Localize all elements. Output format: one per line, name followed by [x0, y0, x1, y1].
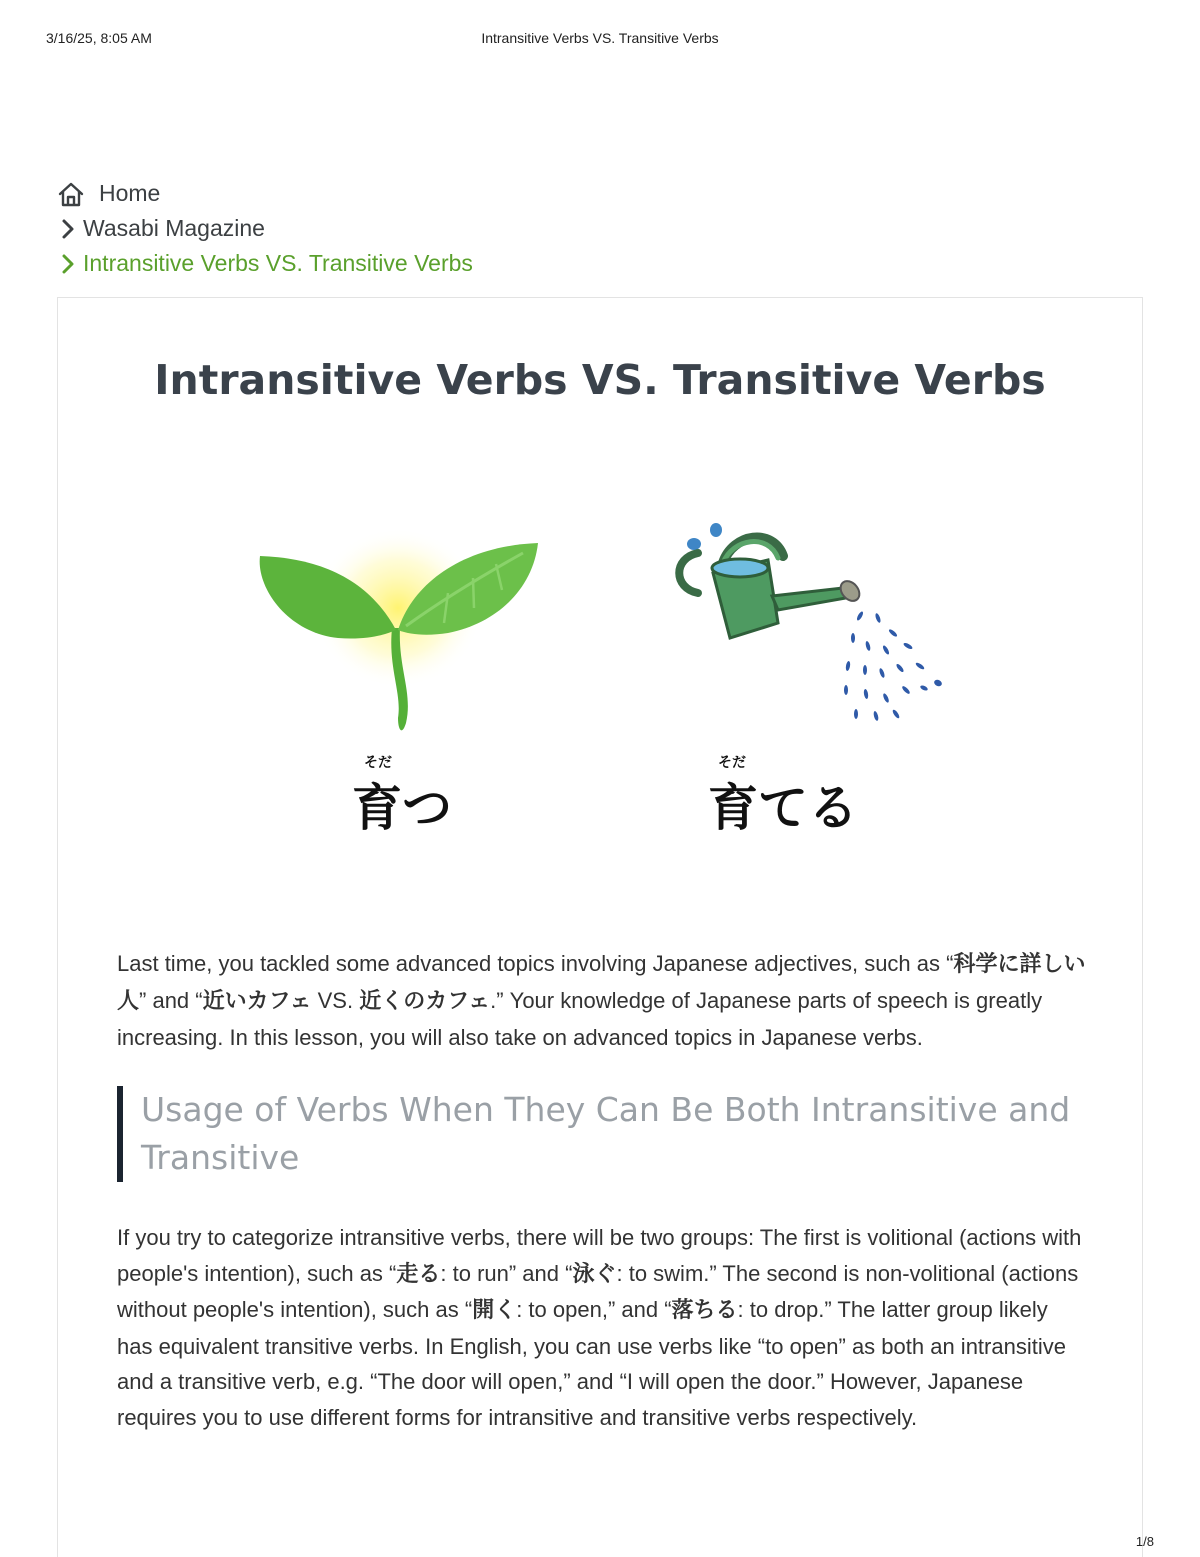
- chevron-right-icon: [57, 253, 77, 275]
- left-verb-label: 育つ: [352, 779, 452, 837]
- home-icon: [57, 181, 85, 207]
- jp-phrase: 科学に詳しい人: [117, 952, 1086, 1014]
- intro-text-1: Last time, you tackled some advanced topics involving Japanese adjectives, such as “: [117, 951, 954, 976]
- breadcrumb-magazine-label: Wasabi Magazine: [83, 215, 265, 241]
- article-title: Intransitive Verbs VS. Transitive Verbs: [154, 356, 1046, 404]
- page-number: 1/8: [1135, 1534, 1154, 1549]
- breadcrumb-current[interactable]: [57, 246, 473, 281]
- breadcrumb-home-label: Home: [99, 180, 161, 206]
- section-heading: Usage of Verbs When They Can Be Both Intransitive and Transitive: [117, 1086, 1101, 1182]
- breadcrumb: [57, 176, 473, 281]
- body-text-4: : to open,” and “: [516, 1297, 672, 1322]
- print-title: Intransitive Verbs VS. Transitive Verbs: [481, 30, 719, 46]
- breadcrumb-magazine[interactable]: [57, 211, 473, 246]
- intro-text-2: ” and “: [139, 988, 203, 1013]
- jp-phrase: 近いカフェ: [202, 989, 312, 1014]
- intro-paragraph: [117, 946, 1087, 1056]
- jp-verb: 泳ぐ: [572, 1261, 617, 1287]
- right-verb-label: 育てる: [708, 779, 858, 837]
- chevron-right-icon: [57, 218, 77, 240]
- jp-phrase: 近くのカフェ: [359, 989, 491, 1014]
- jp-verb: 落ちる: [671, 1298, 738, 1323]
- jp-verb: 開く: [472, 1298, 517, 1323]
- left-furigana: そだ: [364, 755, 392, 771]
- jp-verb: 走る: [396, 1261, 441, 1287]
- right-furigana: そだ: [718, 755, 746, 771]
- breadcrumb-home[interactable]: [57, 176, 473, 211]
- intro-text-4: .” Your knowledge of Japanese parts of speech is greatly increasing. In this lesson, you will also take on advanced topics in Japanese verbs.: [117, 988, 1043, 1050]
- article-illustration: [248, 518, 948, 838]
- body-text-3: : to swim.” The second is non-volitional (actions without people's intention), such as “: [117, 1260, 1079, 1322]
- print-header: [46, 30, 1154, 50]
- intro-text-3: VS.: [311, 988, 360, 1013]
- body-paragraph: [117, 1220, 1087, 1435]
- body-text-2: : to run” and “: [440, 1260, 573, 1286]
- print-date: 3/16/25, 8:05 AM: [46, 30, 152, 46]
- body-text-1: If you try to categorize intransitive verbs, there will be two groups: The first is volitional (actions with people's intention), such as “: [117, 1225, 1082, 1286]
- article-card: [57, 297, 1143, 1557]
- body-text-5: : to drop.” The latter group likely has equivalent transitive verbs. In English, you can use verbs like “to open” as both an intransitive and a transitive verb, e.g. “The door will open,” and “I will open the door.” However, Japanese requires you to use different forms for intransitive and transitive verbs respectively.: [117, 1297, 1066, 1430]
- breadcrumb-current-label: Intransitive Verbs VS. Transitive Verbs: [83, 250, 473, 276]
